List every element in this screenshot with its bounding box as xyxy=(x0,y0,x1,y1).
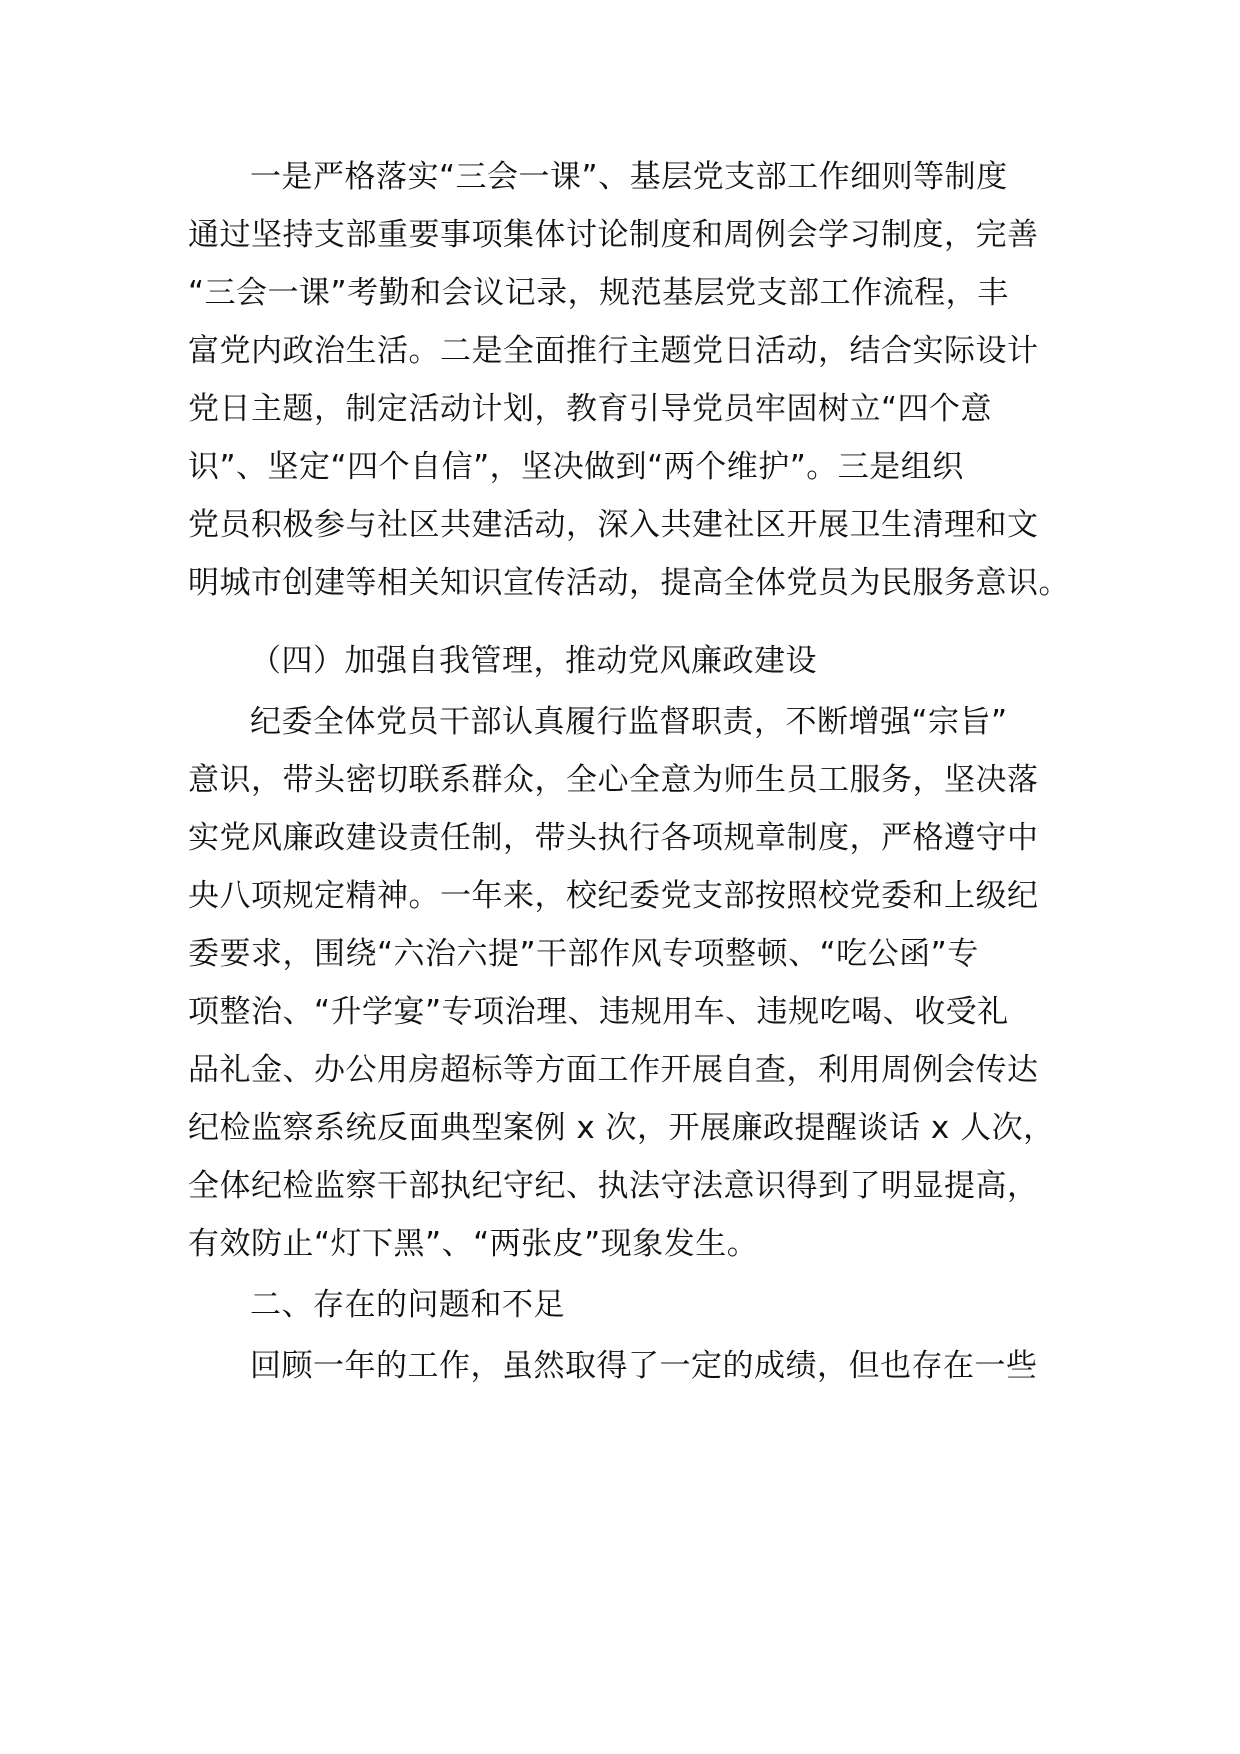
paragraph-line: 富党内政治生活。二是全面推行主题党日活动，结合实际设计 xyxy=(188,333,1039,369)
section-heading: 二、存在的问题和不足 xyxy=(250,1287,565,1323)
paragraph-line: 回顾一年的工作，虽然取得了一定的成绩，但也存在一些 xyxy=(250,1348,1038,1384)
paragraph-line: 纪委全体党员干部认真履行监督职责，不断增强“宗旨” xyxy=(250,704,1008,740)
paragraph-line: 有效防止“灯下黑”、“两张皮”现象发生。 xyxy=(188,1226,759,1262)
paragraph-line: 一是严格落实“三会一课”、基层党支部工作细则等制度 xyxy=(250,159,1008,195)
paragraph-line: 通过坚持支部重要事项集体讨论制度和周例会学习制度，完善 xyxy=(188,217,1039,253)
paragraph-line: 全体纪检监察干部执纪守纪、执法守法意识得到了明显提高， xyxy=(188,1168,1039,1204)
paragraph-line: “三会一课”考勤和会议记录，规范基层党支部工作流程，丰 xyxy=(188,275,1009,311)
paragraph-line: 项整治、“升学宴”专项治理、违规用车、违规吃喝、收受礼 xyxy=(188,994,1009,1030)
section-heading: （四）加强自我管理，推动党风廉政建设 xyxy=(250,643,817,679)
paragraph-line: 纪检监察系统反面典型案例 x 次，开展廉政提醒谈话 x 人次， xyxy=(188,1110,1055,1146)
paragraph-line: 党日主题，制定活动计划，教育引导党员牢固树立“四个意 xyxy=(188,391,993,427)
paragraph-line: 识”、坚定“四个自信”，坚决做到“两个维护”。三是组织 xyxy=(188,449,964,485)
paragraph-line: 党员积极参与社区共建活动，深入共建社区开展卫生清理和文 xyxy=(188,507,1039,543)
paragraph-line: 实党风廉政建设责任制，带头执行各项规章制度，严格遵守中 xyxy=(188,820,1039,856)
paragraph-line: 央八项规定精神。一年来，校纪委党支部按照校党委和上级纪 xyxy=(188,878,1039,914)
paragraph-line: 品礼金、办公用房超标等方面工作开展自查，利用周例会传达 xyxy=(188,1052,1039,1088)
paragraph-line: 委要求，围绕“六治六提”干部作风专项整顿、“吃公函”专 xyxy=(188,936,979,972)
paragraph-line: 明城市创建等相关知识宣传活动，提高全体党员为民服务意识。 xyxy=(188,565,1070,601)
paragraph-line: 意识，带头密切联系群众，全心全意为师生员工服务，坚决落 xyxy=(188,762,1039,798)
